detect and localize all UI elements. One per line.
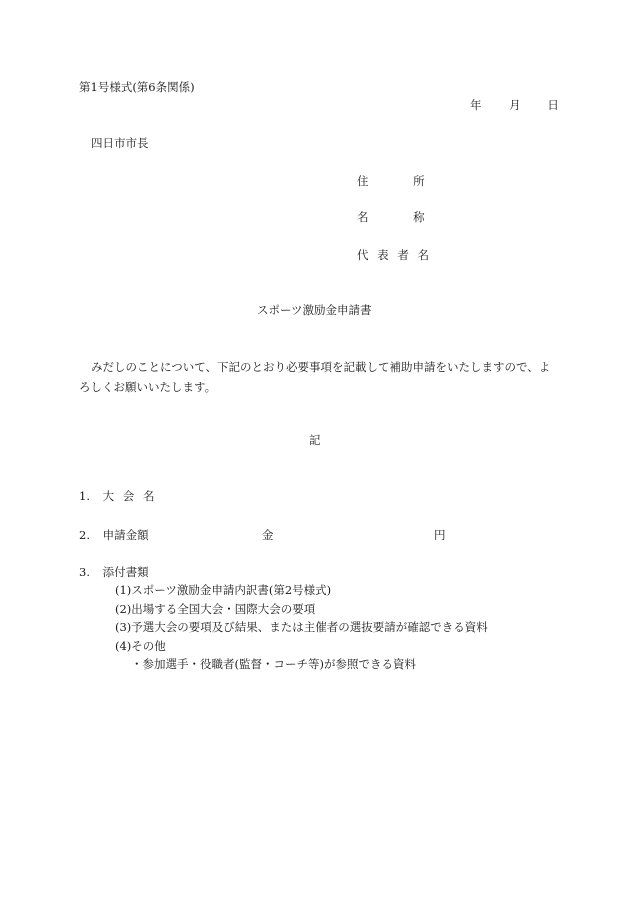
date-line: [470, 100, 559, 112]
attachment-4: (4)その他: [115, 639, 166, 653]
item-3-attachments: 3. 添付書類: [79, 565, 149, 579]
ki-heading: 記: [309, 433, 321, 447]
body-text-line-2: ろしくお願いいたします。: [79, 380, 217, 394]
item-1-tournament-name: 1. 大 会 名: [79, 489, 155, 503]
amount-yen-label: 円: [434, 528, 446, 542]
applicant-representative-label: 代 表 者 名: [357, 248, 429, 262]
attachment-4-bullet: ・参加選手・役職者(監督・コーチ等)が参照できる資料: [131, 657, 416, 671]
document-title: スポーツ激励金申請書: [257, 303, 372, 317]
attachment-2: (2)出場する全国大会・国際大会の要項: [115, 602, 316, 616]
date-month-label: 月: [509, 98, 521, 112]
applicant-name-label: 名 称: [357, 210, 425, 224]
item-2-application-amount: 2. 申請金額: [79, 528, 149, 542]
body-text-line-1: みだしのことについて、下記のとおり必要事項を記載して補助申請をいたしますので、よ: [91, 360, 551, 374]
date-year-label: 年: [470, 98, 482, 112]
date-day-label: 日: [547, 98, 559, 112]
form-number-label: 第1号様式(第6条関係): [79, 80, 195, 94]
applicant-address-label: 住 所: [357, 174, 425, 188]
attachment-1: (1)スポーツ激励金申請内訳書(第2号様式): [115, 583, 332, 597]
addressee: 四日市市長: [91, 136, 149, 150]
attachment-3: (3)予選大会の要項及び結果、または主催者の選抜要請が確認できる資料: [115, 620, 488, 634]
amount-kin-label: 金: [262, 528, 274, 542]
